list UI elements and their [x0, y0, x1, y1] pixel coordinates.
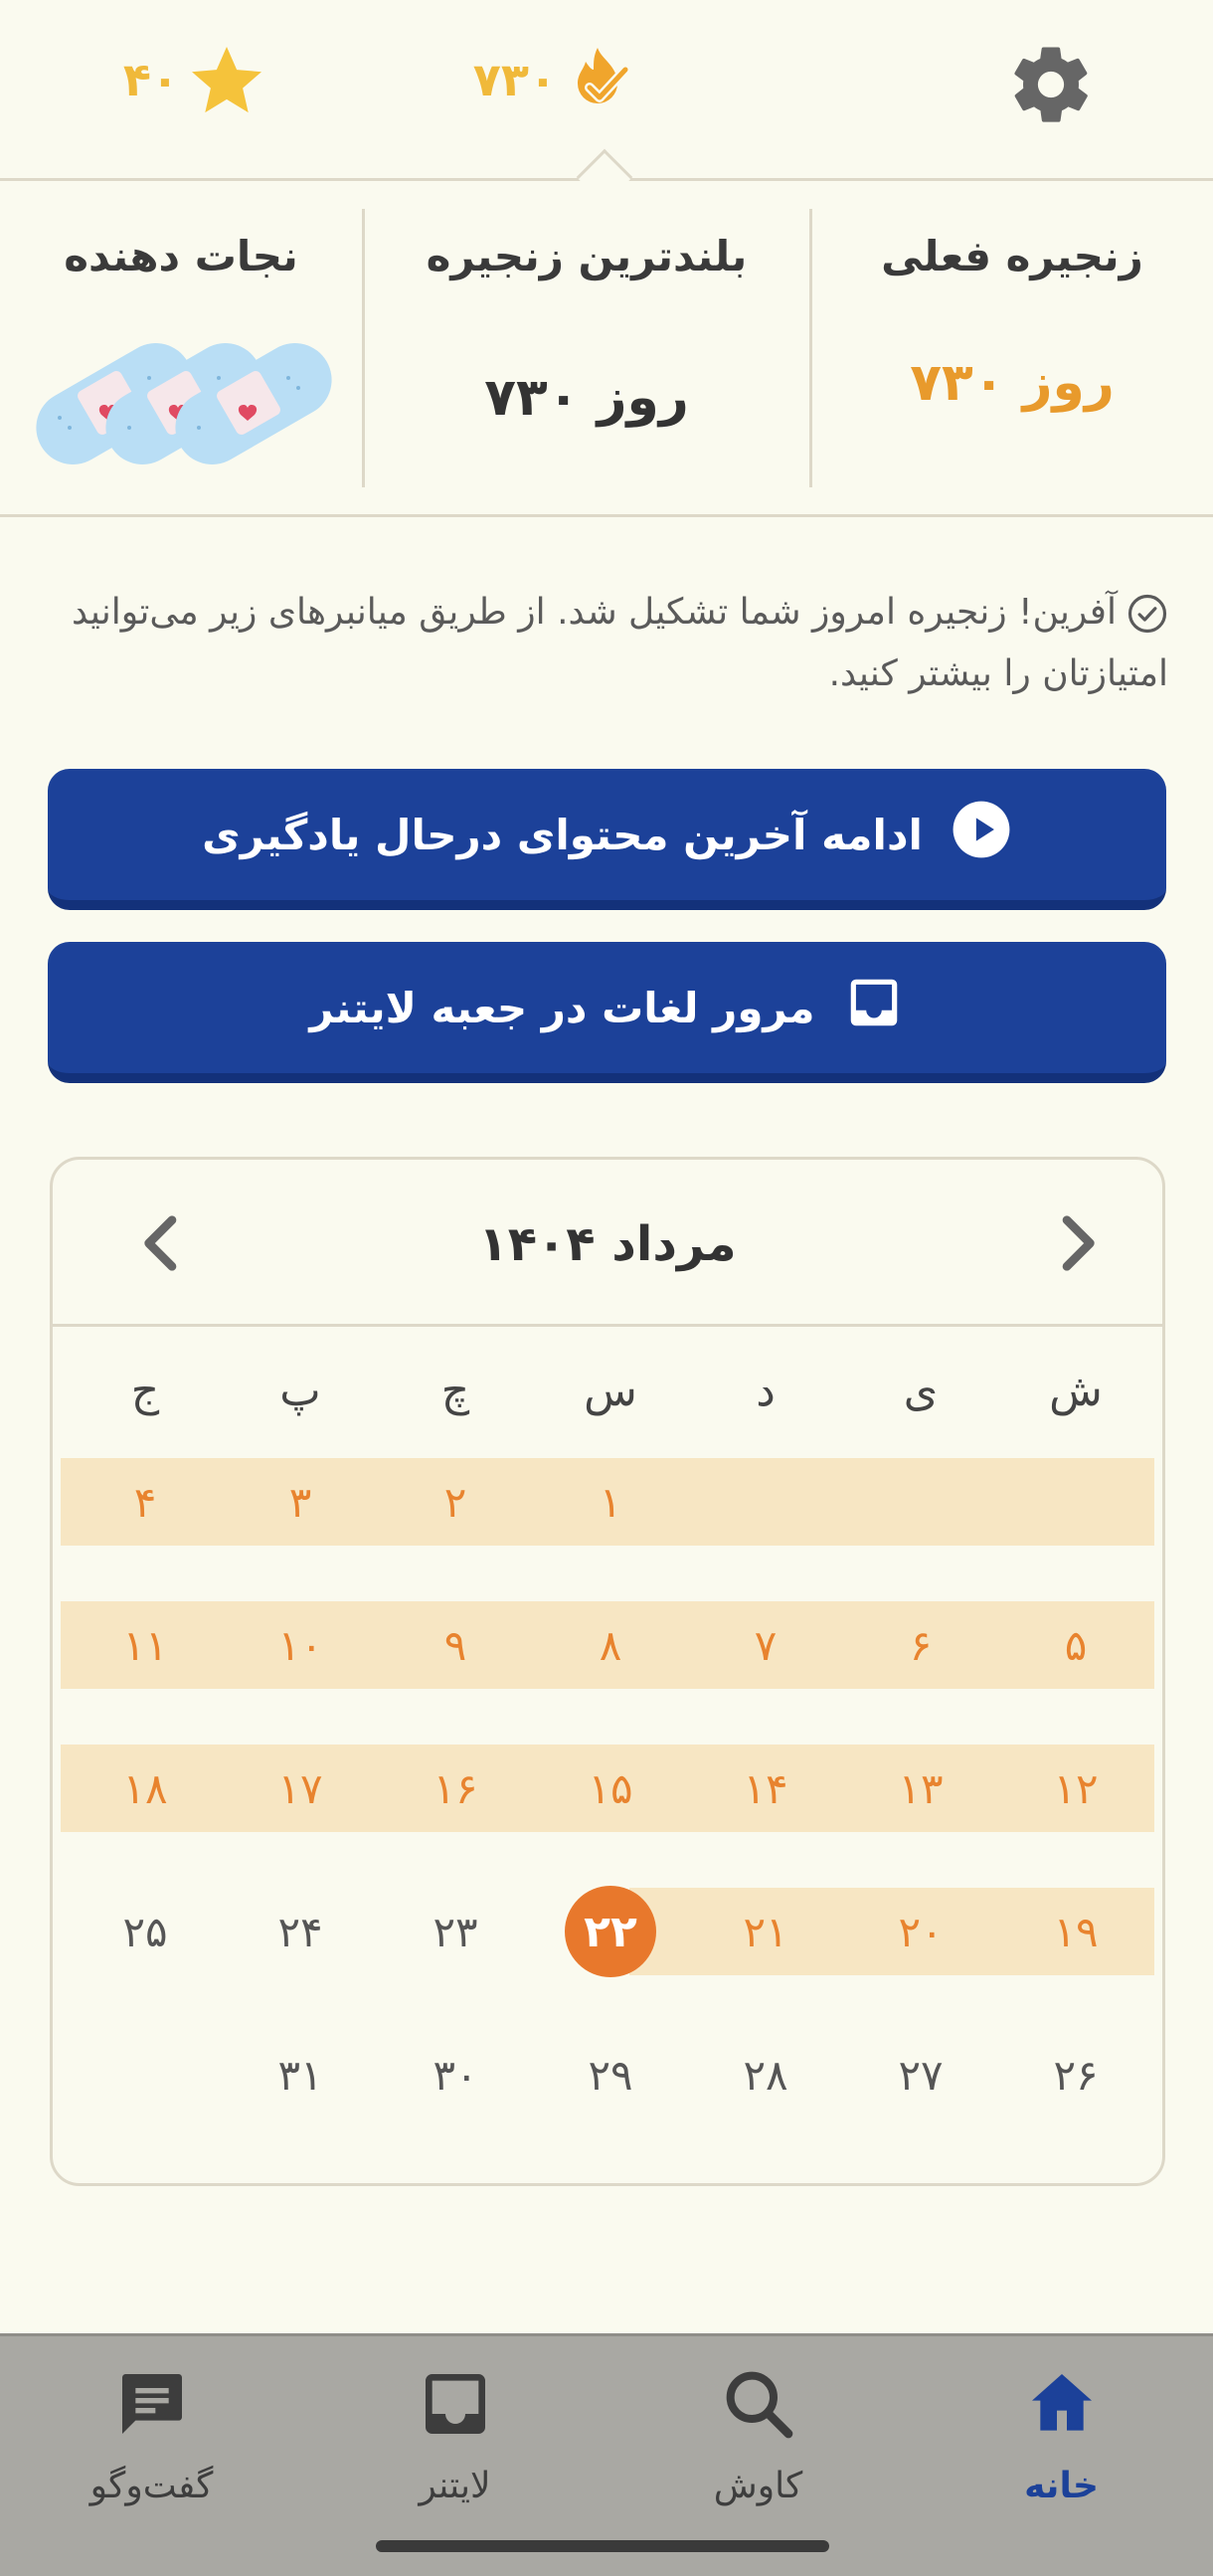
search-icon	[719, 2364, 798, 2448]
chat-icon	[112, 2364, 192, 2448]
calendar-day[interactable]: ۱۹	[1053, 1907, 1099, 1956]
review-leitner-button[interactable]	[48, 942, 1166, 1083]
calendar-day[interactable]: ۱۰	[277, 1620, 323, 1670]
weekday-label: ج	[130, 1366, 160, 1416]
calendar-day[interactable]: ۲۵	[122, 1907, 168, 1956]
streak-savers-title: نجات دهنده	[64, 232, 298, 280]
calendar-day[interactable]: ۶	[909, 1620, 933, 1670]
current-streak-title: زنجیره فعلی	[881, 232, 1143, 280]
nav-explore[interactable]	[606, 2336, 910, 2535]
calendar-day[interactable]: ۲۶	[1053, 2050, 1099, 2100]
calendar-day[interactable]: ۲۱	[743, 1907, 788, 1956]
weekday-label: ش	[1049, 1366, 1103, 1416]
nav-home-label: خانه	[1024, 2466, 1099, 2506]
weekday-label: پ	[279, 1366, 321, 1416]
calendar-day[interactable]: ۴	[133, 1477, 157, 1527]
weekday-label: د	[756, 1366, 776, 1416]
calendar-day[interactable]: ۱۲	[1053, 1763, 1099, 1813]
calendar-day[interactable]: ۲	[443, 1477, 467, 1527]
nav-chat[interactable]	[0, 2336, 303, 2535]
nav-explore-label: کاوش	[713, 2466, 803, 2506]
nav-chat-label: گفت‌وگو	[89, 2466, 214, 2506]
chevron-right-icon[interactable]	[1037, 1203, 1117, 1283]
calendar-header	[53, 1160, 1162, 1327]
calendar-day[interactable]: ۱۱	[122, 1620, 168, 1670]
weekday-label: ی	[903, 1366, 939, 1416]
check-circle-icon	[1126, 593, 1168, 635]
review-leitner-label: مرور لغات در جعبه لایتنر	[309, 983, 815, 1032]
today-marker: ۲۲	[565, 1886, 656, 1977]
play-circle-icon	[951, 799, 1012, 870]
chevron-left-icon[interactable]	[122, 1203, 202, 1283]
stat-divider	[809, 209, 812, 487]
streak-stats	[0, 184, 1213, 517]
stars-count: ۴۰	[122, 53, 179, 106]
calendar-month-title: مرداد ۱۴۰۴	[478, 1216, 737, 1272]
flame-check-icon	[562, 40, 641, 119]
calendar-day[interactable]: ۸	[599, 1620, 622, 1670]
calendar-day[interactable]: ۱۳	[898, 1763, 944, 1813]
calendar-day[interactable]: ۲۹	[588, 2050, 633, 2100]
calendar-day[interactable]: ۳	[288, 1477, 312, 1527]
inbox-icon	[843, 972, 905, 1043]
current-streak-value: ۷۳۰ روز	[910, 353, 1115, 413]
calendar-day[interactable]: ۳۱	[277, 2050, 323, 2100]
streak-count: ۷۳۰	[472, 53, 557, 106]
calendar-day[interactable]: ۲۳	[433, 1907, 478, 1956]
bandage-icon	[30, 323, 338, 472]
longest-streak-title: بلندترین زنجیره	[426, 232, 748, 280]
inbox-icon	[416, 2364, 495, 2448]
nav-leitner[interactable]	[303, 2336, 606, 2535]
gear-icon[interactable]	[1006, 40, 1096, 129]
calendar-day-today[interactable]	[533, 1888, 688, 1975]
streak-calendar	[50, 1157, 1165, 2186]
calendar-day[interactable]: ۲۸	[743, 2050, 788, 2100]
nav-home[interactable]	[910, 2336, 1213, 2535]
calendar-day[interactable]: ۲۰	[898, 1907, 944, 1956]
streak-message	[40, 582, 1168, 705]
longest-streak-value: ۷۳۰ روز	[484, 368, 689, 428]
continue-learning-label: ادامه آخرین محتوای درحال یادگیری	[202, 810, 923, 859]
stat-divider	[362, 209, 365, 487]
calendar-day[interactable]: ۳۰	[433, 2050, 478, 2100]
calendar-day[interactable]: ۲۷	[898, 2050, 944, 2100]
calendar-day[interactable]: ۱۸	[122, 1763, 168, 1813]
calendar-day[interactable]: ۱	[599, 1477, 622, 1527]
calendar-day[interactable]: ۱۶	[433, 1763, 478, 1813]
calendar-day[interactable]: ۱۵	[588, 1763, 633, 1813]
calendar-day[interactable]: ۷	[754, 1620, 778, 1670]
streak-message-text: آفرین! زنجیره امروز شما تشکیل شد. از طریق میانبرهای زیر می‌توانید امتیازتان را بیشتر کنید.	[72, 592, 1168, 694]
weekday-label: س	[584, 1366, 637, 1416]
calendar-day[interactable]: ۱۷	[277, 1763, 323, 1813]
home-icon	[1022, 2364, 1102, 2448]
star-icon	[185, 40, 268, 123]
calendar-day[interactable]: ۱۴	[743, 1763, 788, 1813]
calendar-day[interactable]: ۵	[1064, 1620, 1088, 1670]
calendar-day[interactable]: ۲۴	[277, 1907, 323, 1956]
weekday-label: چ	[440, 1366, 470, 1416]
nav-leitner-label: لایتنر	[419, 2466, 491, 2506]
home-indicator	[376, 2540, 829, 2552]
calendar-day[interactable]: ۹	[443, 1620, 467, 1670]
continue-learning-button[interactable]	[48, 769, 1166, 910]
